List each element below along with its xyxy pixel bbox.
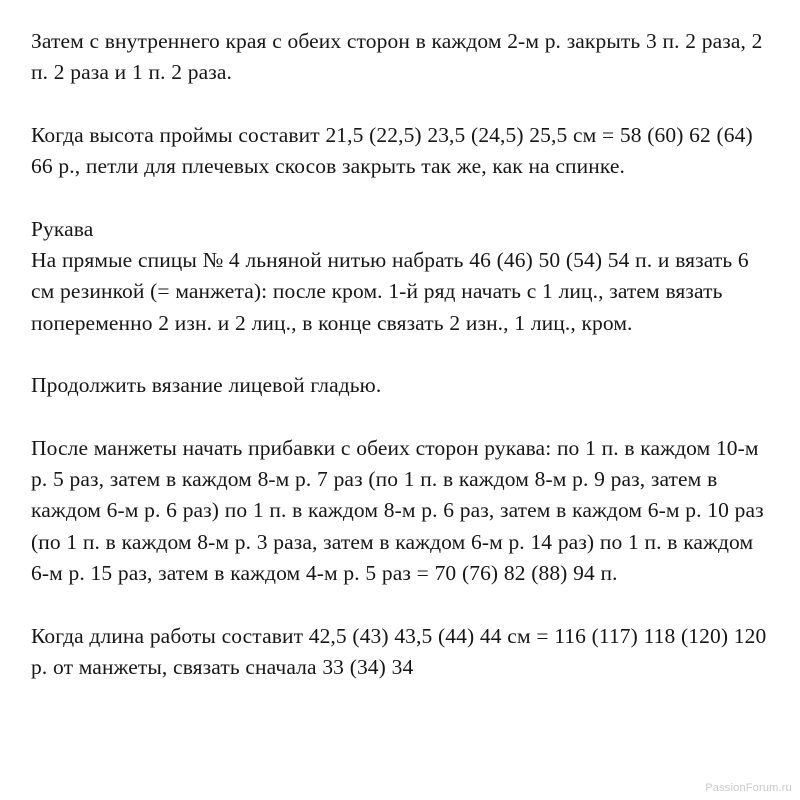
paragraph-sleeves-cast-on: На прямые спицы № 4 льняной нитью набрать 46 (46) 50 (54) 54 п. и вязать 6 см резинкой (= манжета): после кром. 1-й ряд начать с 1 лиц., затем вязать попеременно 2 изн. и 2 лиц., в конце связать 2 изн., 1 лиц., кром. [31,248,755,335]
paragraph-continue-stockinette: Продолжить вязание лицевой гладью. [31,373,382,398]
paragraph-armhole-decrease: Затем с внутреннего края с обеих сторон в каждом 2-м р. закрыть 3 п. 2 раза, 2 п. 2 раза и 1 п. 2 раза. [31,29,769,85]
paragraph-sleeve-increases: После манжеты начать прибавки с обеих сторон рукава: по 1 п. в каждом 10-м р. 5 раз, затем в каждом 8-м р. 7 раз (по 1 п. в каждом 8-м р. 9 раз, затем в каждом 6-м р. 6 раз) по 1 п. в каждом 8-м р. 6 раз, затем в каждом 6-м р. 10 раз (по 1 п. в каждом 8-м р. 3 раза, затем в каждом 6-м р. 14 раз) по 1 п. в каждом 6-м р. 15 раз, затем в каждом 4-м р. 5 раз = 70 (76) 82 (88) 94 п. [31,435,770,586]
document-text-body [31,26,772,683]
site-watermark: PassionForum.ru [705,782,792,794]
heading-sleeves: Рукава [31,216,94,241]
paragraph-work-length: Когда длина работы составит 42,5 (43) 43,5 (44) 44 см = 116 (117) 118 (120) 120 р. от манжеты, связать сначала 33 (34) 34 [31,623,773,679]
paragraph-armhole-height: Когда высота проймы составит 21,5 (22,5) 23,5 (24,5) 25,5 см = 58 (60) 62 (64) 66 р., петли для плечевых скосов закрыть так же, как на спинке. [31,122,759,179]
